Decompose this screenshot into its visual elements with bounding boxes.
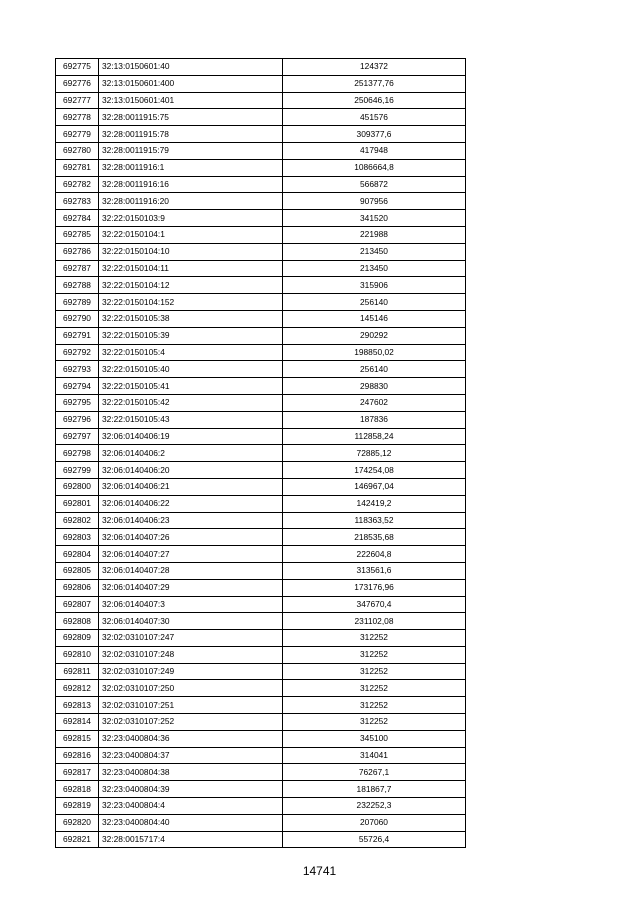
cadastral-number-cell: 32:22:0150104:10 [99,243,283,260]
row-id-cell: 692797 [56,428,99,445]
table-row [56,226,466,243]
value-cell: 247602 [283,394,466,411]
value-cell: 72885,12 [283,445,466,462]
row-id-cell: 692818 [56,781,99,798]
cadastral-number-cell: 32:13:0150601:40 [99,59,283,76]
row-id-cell: 692809 [56,630,99,647]
table-row [56,59,466,76]
value-cell: 451576 [283,109,466,126]
page-number: 14741 [302,864,337,878]
table-row [56,730,466,747]
value-cell: 207060 [283,814,466,831]
table-row [56,327,466,344]
row-id-cell: 692803 [56,529,99,546]
table-row [56,831,466,848]
table-row [56,142,466,159]
cadastral-number-cell: 32:06:0140406:19 [99,428,283,445]
row-id-cell: 692794 [56,378,99,395]
table-row [56,210,466,227]
row-id-cell: 692805 [56,562,99,579]
value-cell: 198850,02 [283,344,466,361]
table-row [56,562,466,579]
value-cell: 218535,68 [283,529,466,546]
value-cell: 566872 [283,176,466,193]
cadastral-number-cell: 32:28:0011915:78 [99,126,283,143]
cadastral-number-cell: 32:06:0140407:29 [99,579,283,596]
table-row [56,243,466,260]
table-row [56,310,466,327]
value-cell: 222604,8 [283,546,466,563]
cadastral-number-cell: 32:06:0140407:27 [99,546,283,563]
value-cell: 221988 [283,226,466,243]
table-row [56,176,466,193]
cadastral-number-cell: 32:22:0150104:152 [99,294,283,311]
cadastral-number-cell: 32:23:0400804:38 [99,764,283,781]
value-cell: 290292 [283,327,466,344]
value-cell: 146967,04 [283,478,466,495]
cadastral-number-cell: 32:02:0310107:251 [99,697,283,714]
table-row [56,159,466,176]
cadastral-number-cell: 32:22:0150105:43 [99,411,283,428]
row-id-cell: 692816 [56,747,99,764]
value-cell: 341520 [283,210,466,227]
row-id-cell: 692777 [56,92,99,109]
row-id-cell: 692817 [56,764,99,781]
value-cell: 76267,1 [283,764,466,781]
value-cell: 309377,6 [283,126,466,143]
table-row [56,781,466,798]
cadastral-number-cell: 32:22:0150105:42 [99,394,283,411]
table-row [56,747,466,764]
cadastral-number-cell: 32:02:0310107:247 [99,630,283,647]
cadastral-number-cell: 32:28:0011916:20 [99,193,283,210]
cadastral-number-cell: 32:13:0150601:401 [99,92,283,109]
cadastral-number-cell: 32:22:0150105:38 [99,310,283,327]
value-cell: 124372 [283,59,466,76]
table-row [56,277,466,294]
value-cell: 312252 [283,714,466,731]
value-cell: 315906 [283,277,466,294]
cadastral-number-cell: 32:22:0150104:1 [99,226,283,243]
row-id-cell: 692775 [56,59,99,76]
cadastral-number-cell: 32:22:0150105:40 [99,361,283,378]
table-row [56,630,466,647]
row-id-cell: 692820 [56,814,99,831]
value-cell: 312252 [283,697,466,714]
table-row [56,445,466,462]
table-row [56,428,466,445]
table-row [56,663,466,680]
value-cell: 256140 [283,361,466,378]
cadastral-number-cell: 32:23:0400804:4 [99,798,283,815]
row-id-cell: 692795 [56,394,99,411]
table-row [56,92,466,109]
value-cell: 312252 [283,680,466,697]
row-id-cell: 692813 [56,697,99,714]
value-cell: 250646,16 [283,92,466,109]
value-cell: 298830 [283,378,466,395]
cadastral-number-cell: 32:28:0011915:75 [99,109,283,126]
row-id-cell: 692783 [56,193,99,210]
table-row [56,478,466,495]
cadastral-number-cell: 32:02:0310107:248 [99,646,283,663]
table-row [56,75,466,92]
row-id-cell: 692821 [56,831,99,848]
table-row [56,764,466,781]
row-id-cell: 692807 [56,596,99,613]
value-cell: 118363,52 [283,512,466,529]
table-row [56,697,466,714]
table-row [56,613,466,630]
value-cell: 417948 [283,142,466,159]
cadastral-number-cell: 32:22:0150103:9 [99,210,283,227]
cadastral-number-cell: 32:22:0150105:41 [99,378,283,395]
row-id-cell: 692812 [56,680,99,697]
cadastral-number-cell: 32:28:0011915:79 [99,142,283,159]
row-id-cell: 692799 [56,462,99,479]
cadastral-number-cell: 32:02:0310107:252 [99,714,283,731]
cadastral-number-cell: 32:06:0140407:30 [99,613,283,630]
row-id-cell: 692780 [56,142,99,159]
row-id-cell: 692789 [56,294,99,311]
table-row [56,680,466,697]
row-id-cell: 692808 [56,613,99,630]
value-cell: 145146 [283,310,466,327]
cadastral-number-cell: 32:28:0011916:1 [99,159,283,176]
cadastral-number-cell: 32:06:0140407:3 [99,596,283,613]
table-row [56,646,466,663]
cadastral-number-cell: 32:06:0140407:28 [99,562,283,579]
table-row [56,798,466,815]
cadastral-number-cell: 32:23:0400804:39 [99,781,283,798]
cadastral-number-cell: 32:06:0140406:22 [99,495,283,512]
table-row [56,394,466,411]
row-id-cell: 692778 [56,109,99,126]
row-id-cell: 692787 [56,260,99,277]
value-cell: 55726,4 [283,831,466,848]
row-id-cell: 692804 [56,546,99,563]
row-id-cell: 692815 [56,730,99,747]
value-cell: 213450 [283,260,466,277]
row-id-cell: 692792 [56,344,99,361]
value-cell: 173176,96 [283,579,466,596]
cadastral-number-cell: 32:22:0150105:4 [99,344,283,361]
cadastral-number-cell: 32:22:0150104:12 [99,277,283,294]
table-row [56,495,466,512]
table-row [56,193,466,210]
row-id-cell: 692788 [56,277,99,294]
value-cell: 181867,7 [283,781,466,798]
table-row [56,596,466,613]
row-id-cell: 692784 [56,210,99,227]
row-id-cell: 692782 [56,176,99,193]
row-id-cell: 692806 [56,579,99,596]
value-cell: 112858,24 [283,428,466,445]
table-row [56,109,466,126]
row-id-cell: 692786 [56,243,99,260]
value-cell: 312252 [283,646,466,663]
table-row [56,411,466,428]
table-row [56,294,466,311]
cadastral-number-cell: 32:02:0310107:250 [99,680,283,697]
cadastral-number-cell: 32:23:0400804:36 [99,730,283,747]
value-cell: 313561,6 [283,562,466,579]
row-id-cell: 692796 [56,411,99,428]
value-cell: 312252 [283,663,466,680]
table-row [56,378,466,395]
data-table [55,58,466,848]
cadastral-number-cell: 32:13:0150601:400 [99,75,283,92]
row-id-cell: 692802 [56,512,99,529]
value-cell: 347670,4 [283,596,466,613]
row-id-cell: 692776 [56,75,99,92]
row-id-cell: 692800 [56,478,99,495]
cadastral-number-cell: 32:22:0150105:39 [99,327,283,344]
table-row [56,462,466,479]
value-cell: 907956 [283,193,466,210]
value-cell: 213450 [283,243,466,260]
table-row [56,714,466,731]
value-cell: 251377,76 [283,75,466,92]
cadastral-number-cell: 32:06:0140406:23 [99,512,283,529]
table-row [56,260,466,277]
row-id-cell: 692790 [56,310,99,327]
table-body [56,59,466,848]
value-cell: 142419,2 [283,495,466,512]
cadastral-number-cell: 32:06:0140406:2 [99,445,283,462]
value-cell: 345100 [283,730,466,747]
value-cell: 312252 [283,630,466,647]
row-id-cell: 692779 [56,126,99,143]
cadastral-number-cell: 32:23:0400804:37 [99,747,283,764]
value-cell: 232252,3 [283,798,466,815]
cadastral-number-cell: 32:02:0310107:249 [99,663,283,680]
table-row [56,529,466,546]
table-row [56,546,466,563]
cadastral-number-cell: 32:23:0400804:40 [99,814,283,831]
table-row [56,579,466,596]
cadastral-number-cell: 32:06:0140407:26 [99,529,283,546]
row-id-cell: 692801 [56,495,99,512]
value-cell: 231102,08 [283,613,466,630]
row-id-cell: 692781 [56,159,99,176]
row-id-cell: 692819 [56,798,99,815]
value-cell: 314041 [283,747,466,764]
table-row [56,512,466,529]
row-id-cell: 692791 [56,327,99,344]
cadastral-number-cell: 32:22:0150104:11 [99,260,283,277]
row-id-cell: 692811 [56,663,99,680]
cadastral-number-cell: 32:28:0015717:4 [99,831,283,848]
row-id-cell: 692814 [56,714,99,731]
cadastral-number-cell: 32:06:0140406:20 [99,462,283,479]
row-id-cell: 692785 [56,226,99,243]
value-cell: 174254,08 [283,462,466,479]
row-id-cell: 692798 [56,445,99,462]
table-row [56,361,466,378]
table-row [56,814,466,831]
table-row [56,126,466,143]
value-cell: 256140 [283,294,466,311]
cadastral-number-cell: 32:28:0011916:16 [99,176,283,193]
row-id-cell: 692793 [56,361,99,378]
cadastral-number-cell: 32:06:0140406:21 [99,478,283,495]
table-row [56,344,466,361]
row-id-cell: 692810 [56,646,99,663]
value-cell: 187836 [283,411,466,428]
value-cell: 1086664,8 [283,159,466,176]
